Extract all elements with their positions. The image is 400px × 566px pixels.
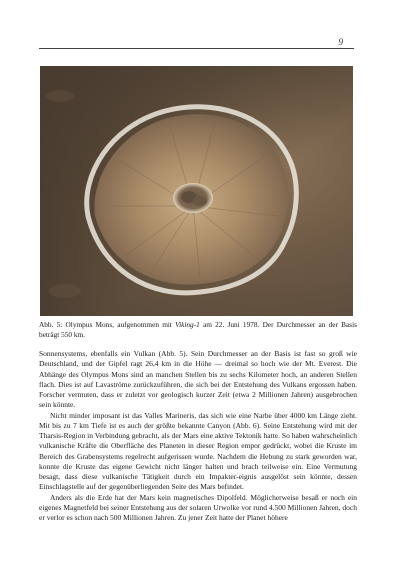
figure-caption xyxy=(39,320,357,340)
paragraph: Anders als die Erde hat der Mars kein magnetisches Dipolfeld. Möglicherweise besaß er noch ein eigenes Magnetfeld bei seiner Entstehung aus der solaren Urwolke vor rund 4.500 Millionen Jahren, doch er verlor es schon nach 500 Millionen Jahren. Zu jener Zeit hatte der Planet höhere xyxy=(39,492,357,522)
olympus-mons-illustration xyxy=(40,66,353,316)
page-number: 9 xyxy=(338,37,343,47)
caption-spacecraft-name: Viking-1 xyxy=(175,320,200,329)
caption-text-start: Abb. 5: Olympus Mons, aufgenommen mit xyxy=(39,320,176,329)
paragraph: Nicht minder imposant ist das Valles Marineris, das sich wie eine Narbe über 4000 km Länge zieht. Mit bis zu 7 km Tiefe ist es auch der größte bekannte Canyon (Abb. 6). Seine Entstehung wird mit der Tharsis-Region in Verbindung gebracht, als der Mars eine aktive Tektonik hatte. So haben wahrscheinlich vulkanische Kräfte die Oberfläche des Planeten in dieser Region empor gedrückt, wobei die Kruste im Bereich des Grabensystems regelrecht aufgerissen wurde. Nachdem die Hebung zu stark geworden war, konnte die Kruste das eigene Gewicht nicht länger halten und brach teilweise ein. Eine Vermutung besagt, dass diese vulkanische Tätigkeit durch ein Impakter-eignis ausgelöst sein könnte, dessen Einschlagstelle auf der gegenüberliegenden Seite des Mars befindet. xyxy=(39,410,357,492)
header-rule xyxy=(39,48,354,49)
olympus-mons-photo xyxy=(40,66,353,316)
paragraph: Sonnensystems, ebenfalls ein Vulkan (Abb. 5). Sein Durchmesser an der Basis ist fast so groß wie Deutschland, und der Gipfel ragt 26,4 km in die Höhe — dreimal so hoch wie der Mt. Everest. Die Abhänge des Olympus Mons sind an manchen Stellen bis zu sechs Kilometer hoch, an anderen Stellen flach. Dies ist auf Lavaströme zurückzuführen, die sich bei der Entstehung des Vulkans ergossen haben. Forscher vermuten, dass er zuletzt vor geologisch kurzer Zeit (etwa 2 Millionen Jahren) ausgebrochen sein könnte. xyxy=(39,349,357,410)
body-text xyxy=(39,349,357,523)
caption-text-end: am 22. Juni 1978. Der Durchmesser an der Basis beträgt 550 km. xyxy=(39,320,357,339)
